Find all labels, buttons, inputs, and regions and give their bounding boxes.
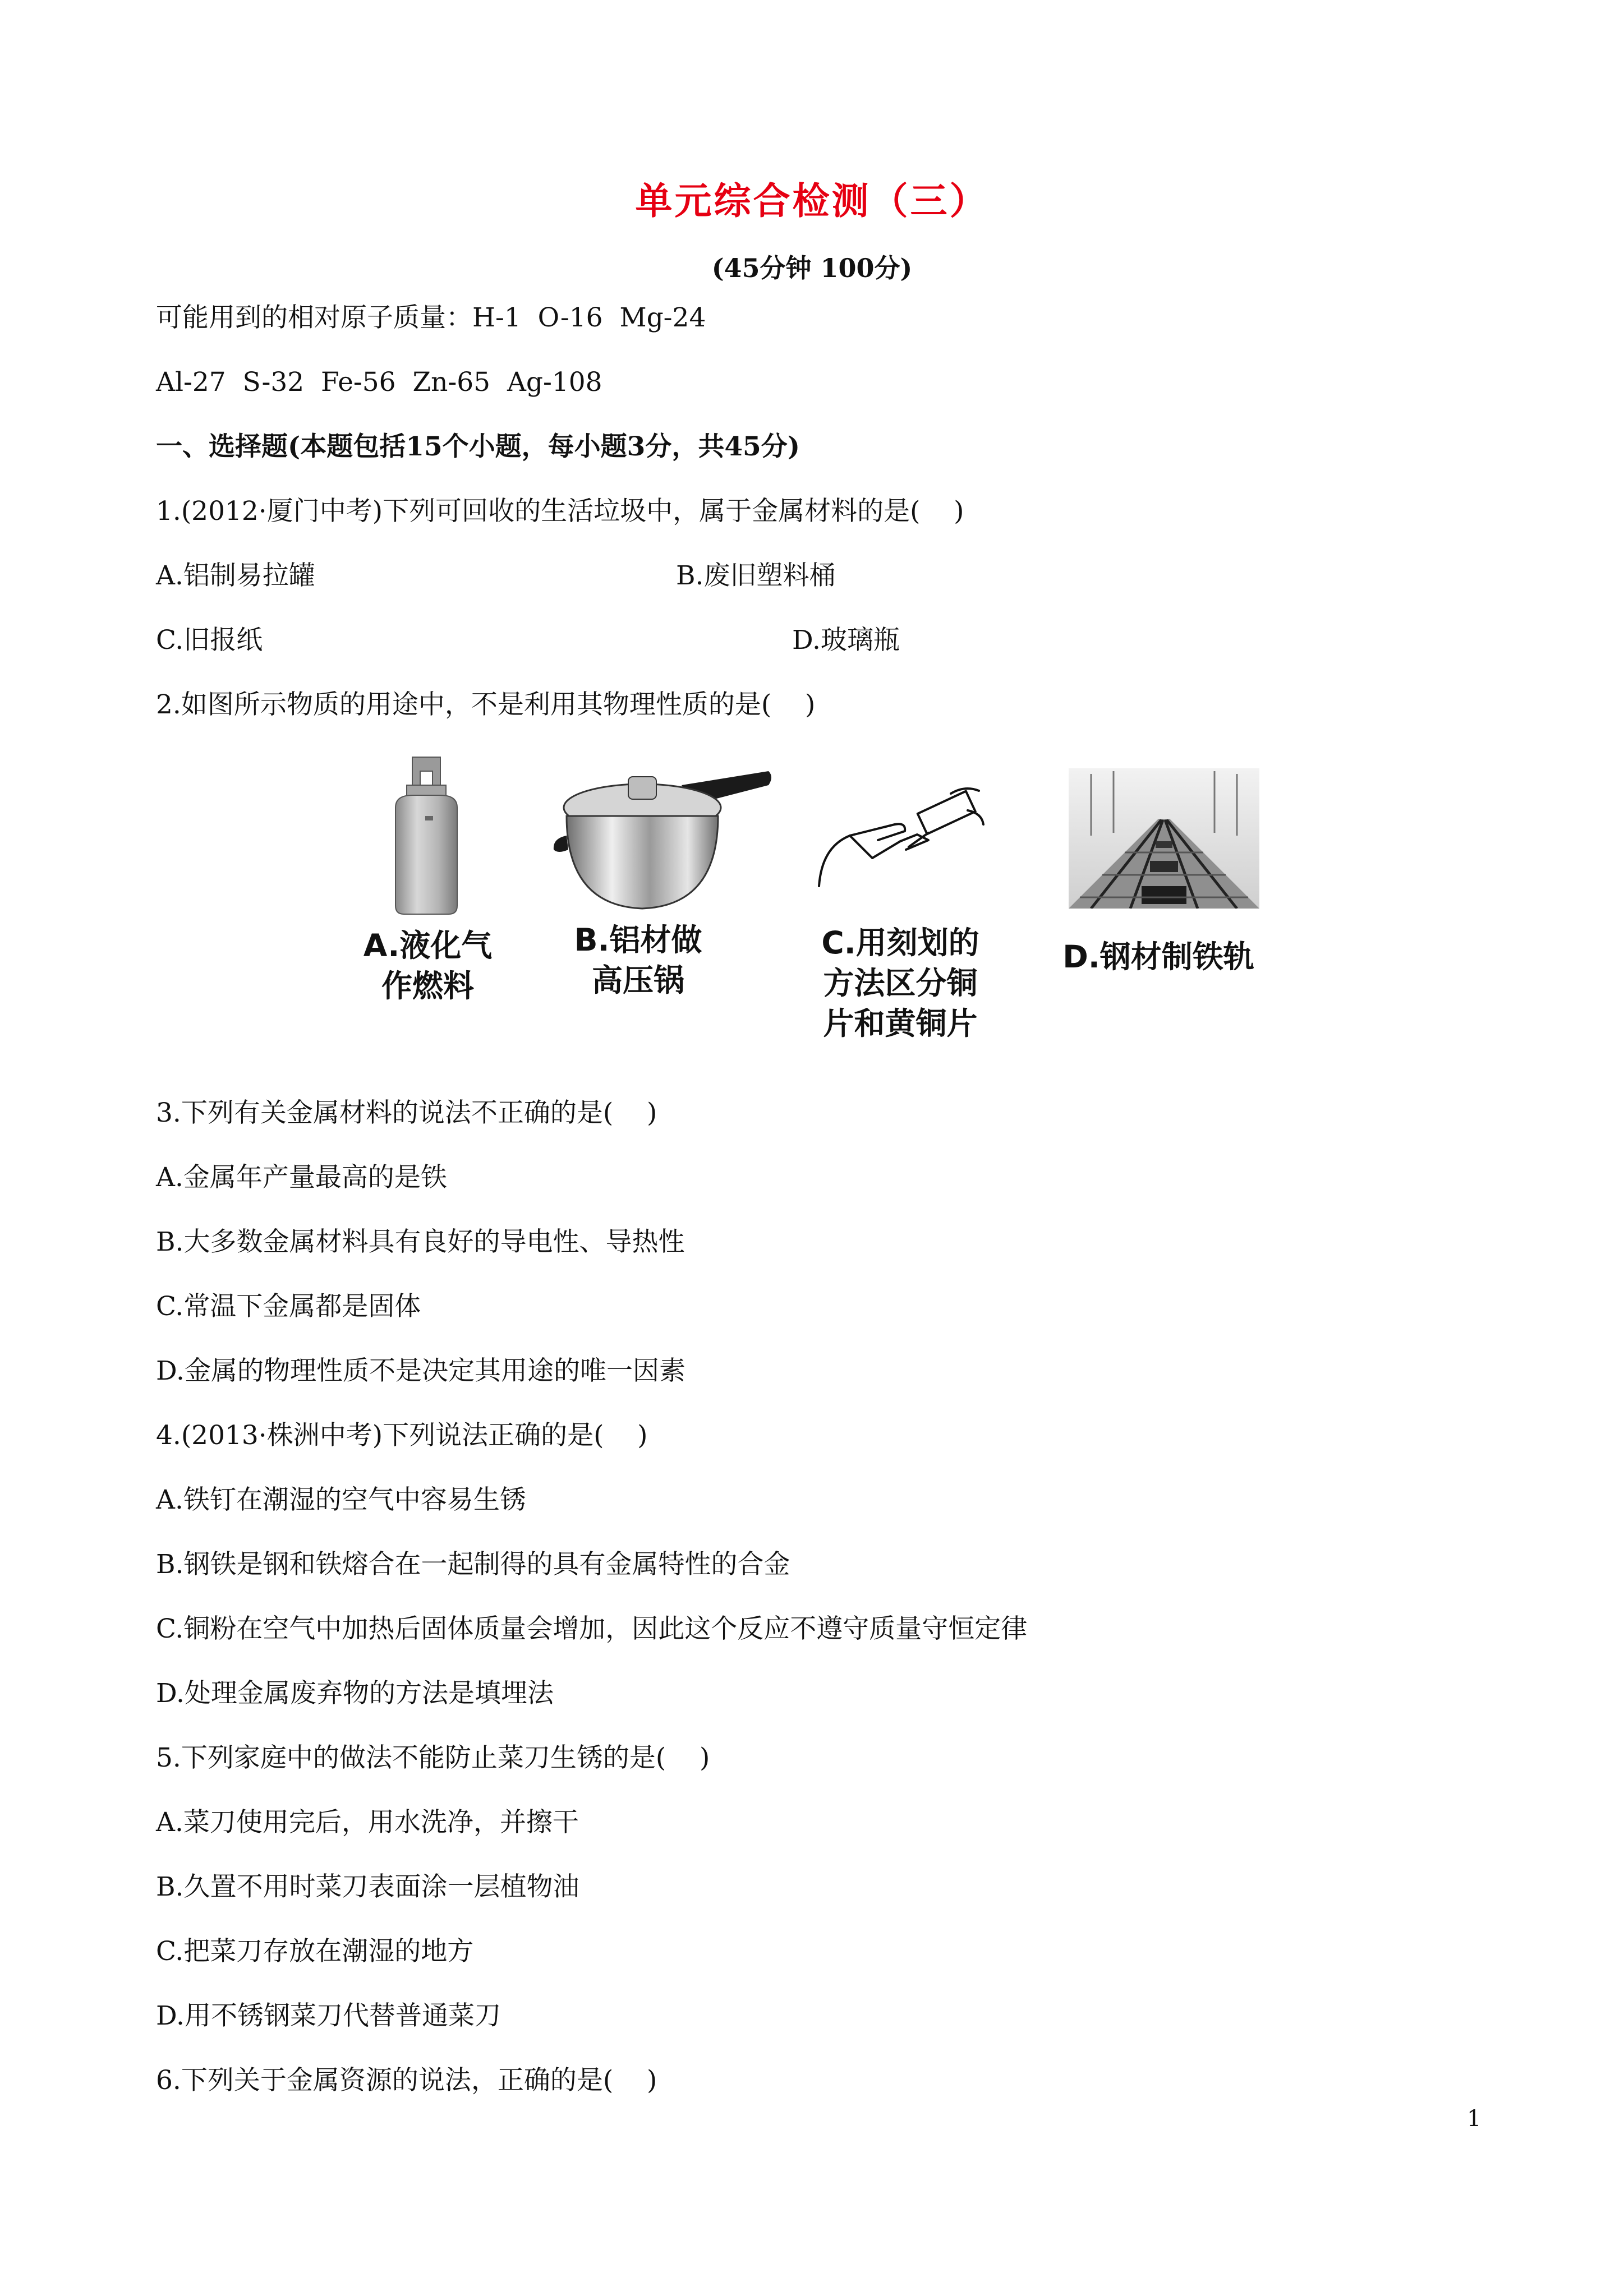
fig-d-caption — [1043, 937, 1273, 977]
q5-option-c: C.把菜刀存放在潮湿的地方 — [156, 1936, 474, 1967]
page-subtitle: (45分钟 100分) — [711, 253, 913, 283]
q3-option-a: A.金属年产量最高的是铁 — [156, 1162, 447, 1193]
q4-stem: 4.(2013·株洲中考)下列说法正确的是( ) — [156, 1420, 648, 1451]
q5-option-b: B.久置不用时菜刀表面涂一层植物油 — [156, 1871, 579, 1902]
railway-image — [1069, 768, 1259, 909]
fig-c-caption-line-2: 方法区分铜 — [823, 965, 978, 1001]
q4-option-a: A.铁钉在潮湿的空气中容易生锈 — [156, 1484, 526, 1515]
q3-stem: 3.下列有关金属材料的说法不正确的是( ) — [156, 1098, 657, 1128]
q1-option-a: A.铝制易拉罐 — [156, 560, 315, 591]
q6-stem: 6.下列关于金属资源的说法，正确的是( ) — [156, 2065, 657, 2096]
q4-option-c: C.铜粉在空气中加热后固体质量会增加，因此这个反应不遵守质量守恒定律 — [156, 1613, 1028, 1644]
q4-option-d: D.处理金属废弃物的方法是填埋法 — [156, 1678, 554, 1709]
fig-a-caption-line-1: A.液化气 — [363, 928, 493, 963]
gas-cylinder-image — [387, 754, 466, 917]
page-number: 1 — [1467, 2106, 1482, 2132]
page-title: 单元综合检测（三） — [635, 179, 989, 223]
scratch-test-image — [816, 780, 984, 897]
pressure-cooker-image — [553, 766, 774, 914]
fig-a-caption-line-2: 作燃料 — [381, 968, 474, 1004]
atomic-mass-line-1: 可能用到的相对原子质量：H-1 O-16 Mg-24 — [156, 302, 706, 333]
fig-a-caption — [348, 925, 508, 1006]
fig-b-caption-line-2: 高压锅 — [591, 962, 684, 998]
q1-option-c: C.旧报纸 — [156, 625, 263, 656]
q2-stem: 2.如图所示物质的用途中，不是利用其物理性质的是( ) — [156, 689, 816, 720]
fig-c-caption — [805, 923, 996, 1044]
fig-d-caption-line-1: D.钢材制铁轨 — [1062, 939, 1254, 975]
q5-stem: 5.下列家庭中的做法不能防止菜刀生锈的是( ) — [156, 1742, 710, 1773]
q5-option-d: D.用不锈钢菜刀代替普通菜刀 — [156, 2000, 501, 2031]
section-heading: 一、选择题(本题包括15个小题，每小题3分，共45分) — [156, 431, 800, 462]
fig-c-caption-line-1: C.用刻划的 — [821, 925, 979, 961]
q3-option-d: D.金属的物理性质不是决定其用途的唯一因素 — [156, 1356, 686, 1386]
fig-b-caption-line-1: B.铝材做 — [574, 922, 702, 958]
q4-option-b: B.钢铁是钢和铁熔合在一起制得的具有金属特性的合金 — [156, 1549, 790, 1580]
q1-stem: 1.(2012·厦门中考)下列可回收的生活垃圾中，属于金属材料的是( ) — [156, 496, 964, 527]
fig-c-caption-line-3: 片和黄铜片 — [823, 1006, 978, 1041]
atomic-mass-line-2: Al-27 S-32 Fe-56 Zn-65 Ag-108 — [156, 367, 602, 398]
fig-b-caption — [558, 920, 718, 1001]
q5-option-a: A.菜刀使用完后，用水洗净，并擦干 — [156, 1807, 579, 1838]
q1-option-b: B.废旧塑料桶 — [676, 560, 836, 591]
q1-option-d: D.玻璃瓶 — [792, 625, 900, 656]
q3-option-b: B.大多数金属材料具有良好的导电性、导热性 — [156, 1227, 685, 1257]
q3-option-c: C.常温下金属都是固体 — [156, 1291, 421, 1322]
